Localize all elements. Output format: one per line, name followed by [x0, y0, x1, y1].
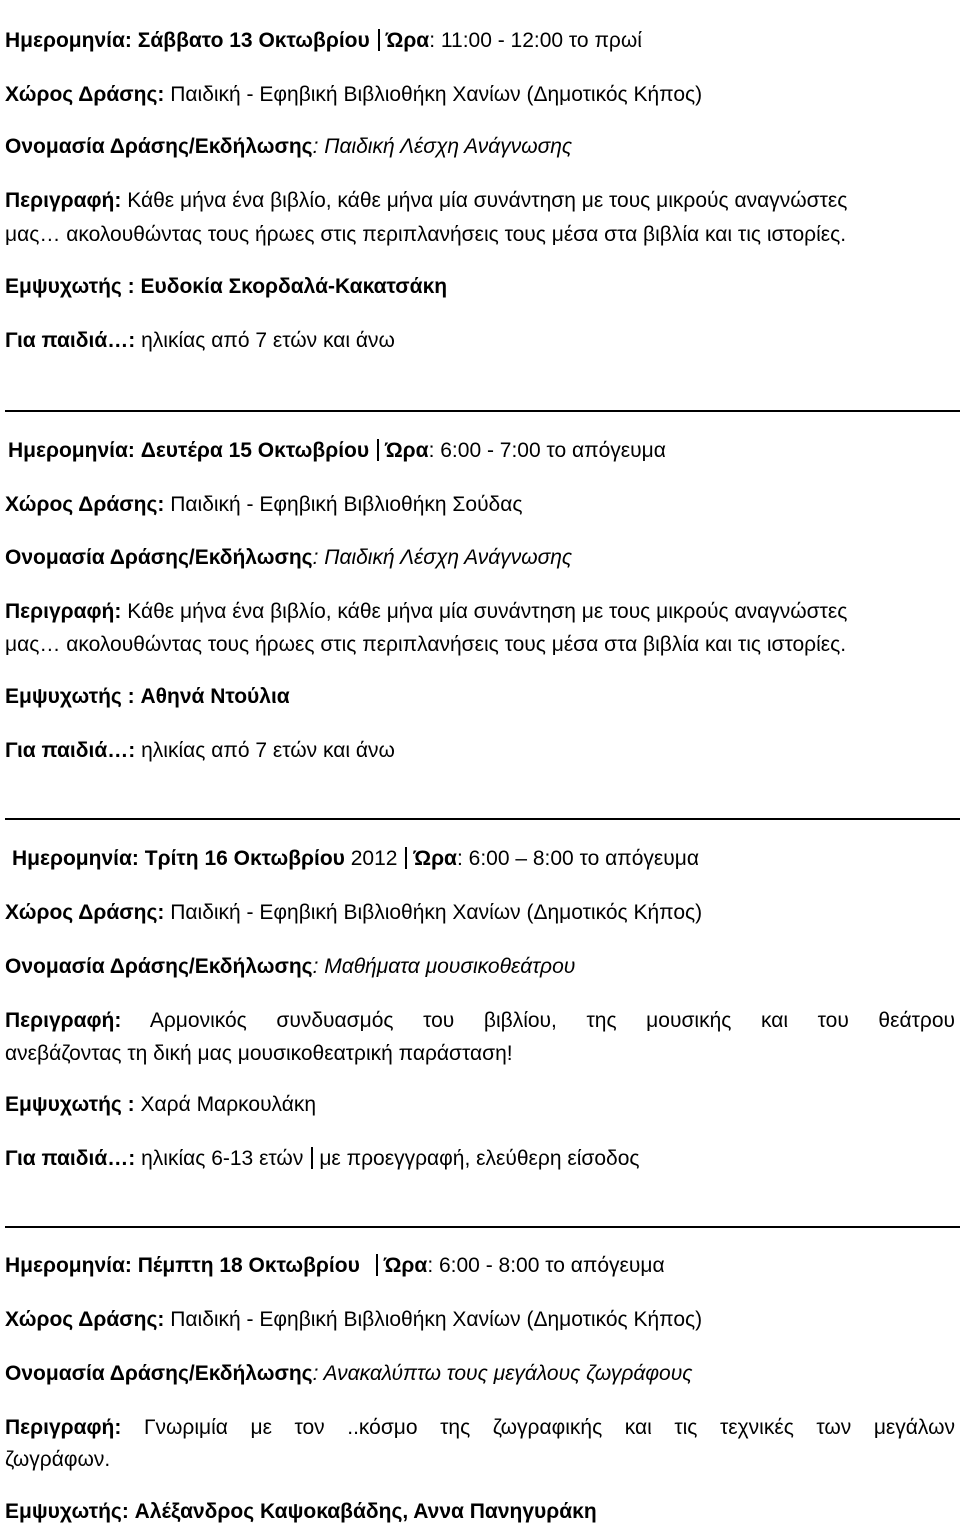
time-label: Ώρα	[413, 847, 457, 870]
event-1-venue-line	[5, 82, 702, 108]
event-name-label: Ονομασία Δράσης/Εκδήλωσης	[5, 546, 313, 569]
event-3-kids-line	[5, 1146, 640, 1172]
event-1-name-line	[5, 134, 572, 160]
event-2-kids-line	[5, 738, 395, 764]
event-kids: ηλικίας από 7 ετών και άνω	[141, 739, 395, 762]
date-label: Ημερομηνία:	[12, 847, 139, 870]
event-description-1: Κάθε μήνα ένα βιβλίο, κάθε μήνα μία συνάντηση με τους μικρούς αναγνώστες	[127, 600, 848, 623]
event-4-venue-line	[5, 1307, 702, 1333]
event-kids: ηλικίας 6-13 ετών	[141, 1147, 304, 1170]
description-label: Περιγραφή:	[5, 1009, 122, 1032]
event-host: Αθηνά Ντούλια	[140, 685, 290, 708]
event-kids-extra: με προεγγραφή, ελεύθερη είσοδος	[319, 1147, 640, 1170]
event-2-name-line	[5, 545, 572, 571]
event-name-label: Ονομασία Δράσης/Εκδήλωσης	[5, 955, 313, 978]
event-host: Χαρά Μαρκουλάκη	[140, 1093, 317, 1116]
event-name-label: Ονομασία Δράσης/Εκδήλωσης	[5, 1362, 313, 1385]
event-venue: Παιδική - Εφηβική Βιβλιοθήκη Σούδας	[170, 493, 523, 516]
event-4-desc-line2	[5, 1447, 110, 1473]
separator	[377, 439, 379, 461]
event-time: : 6:00 – 8:00 το απόγευμα	[456, 847, 699, 870]
event-1-kids-line	[5, 328, 395, 354]
separator	[376, 1254, 378, 1276]
event-2-desc-line1	[5, 599, 847, 625]
event-1-date-line	[5, 28, 642, 54]
date-label: Ημερομηνία:	[8, 439, 135, 462]
host-label: Εμψυχωτής:	[5, 1500, 129, 1523]
event-1-desc-line2	[5, 222, 846, 248]
event-venue: Παιδική - Εφηβική Βιβλιοθήκη Χανίων (Δημοτικός Κήπος)	[170, 83, 703, 106]
description-label: Περιγραφή:	[5, 1416, 122, 1439]
time-label: Ώρα	[385, 439, 429, 462]
event-time: : 6:00 - 8:00 το απόγευμα	[427, 1254, 665, 1277]
event-1-host-line	[5, 274, 447, 300]
date-label: Ημερομηνία:	[5, 1254, 132, 1277]
event-4-name-line	[5, 1361, 692, 1387]
event-venue: Παιδική - Εφηβική Βιβλιοθήκη Χανίων (Δημοτικός Κήπος)	[170, 901, 703, 924]
event-3-host-line	[5, 1092, 316, 1118]
venue-label: Χώρος Δράσης:	[5, 901, 165, 924]
event-1-desc-line1	[5, 188, 847, 214]
event-description-2: ζωγράφων.	[5, 1448, 111, 1471]
venue-label: Χώρος Δράσης:	[5, 493, 165, 516]
event-3-date-line	[12, 846, 699, 872]
divider	[5, 818, 960, 820]
event-kids: ηλικίας από 7 ετών και άνω	[141, 329, 395, 352]
event-description-2: ανεβάζοντας τη δική μας μουσικοθεατρική παράσταση!	[5, 1042, 513, 1065]
host-label: Εμψυχωτής :	[5, 1093, 135, 1116]
event-2-venue-line	[5, 492, 523, 518]
time-label: Ώρα	[383, 1254, 428, 1277]
kids-label: Για παιδιά…:	[5, 329, 136, 352]
event-3-venue-line	[5, 900, 702, 926]
event-host: Αλέξανδρος Καψοκαβάδης, Αννα Πανηγυράκη	[134, 1500, 597, 1523]
event-venue: Παιδική - Εφηβική Βιβλιοθήκη Χανίων (Δημοτικός Κήπος)	[170, 1308, 703, 1331]
event-name: : Παιδική Λέσχη Ανάγνωσης	[312, 546, 573, 569]
separator	[378, 29, 380, 51]
event-description-1: Γνωριμία με τον ..κόσμο της ζωγραφικής και τις τεχνικές των μεγάλων	[143, 1416, 955, 1439]
event-description-1: Κάθε μήνα ένα βιβλίο, κάθε μήνα μία συνάντηση με τους μικρούς αναγνώστες	[127, 189, 848, 212]
event-4-date-line	[5, 1253, 665, 1279]
event-date: Δευτέρα 15 Οκτωβρίου	[140, 439, 370, 462]
event-description-2: μας… ακολουθώντας τους ήρωες στις περιπλανήσεις τους μέσα στα βιβλία και τις ιστορίες.	[5, 633, 847, 656]
kids-label: Για παιδιά…:	[5, 739, 136, 762]
event-4-desc-line1	[5, 1415, 955, 1467]
event-time: : 6:00 - 7:00 το απόγευμα	[428, 439, 666, 462]
event-2-host-line	[5, 684, 290, 710]
event-2-desc-line2	[5, 632, 846, 658]
event-year: 2012	[350, 847, 398, 870]
separator	[405, 847, 407, 869]
venue-label: Χώρος Δράσης:	[5, 1308, 165, 1331]
event-name: : Παιδική Λέσχη Ανάγνωσης	[312, 135, 573, 158]
kids-label: Για παιδιά…:	[5, 1147, 136, 1170]
divider	[5, 1226, 960, 1228]
event-2-date-line	[8, 438, 666, 464]
event-date: Πέμπτη 18 Οκτωβρίου	[137, 1254, 360, 1277]
event-name-label: Ονομασία Δράσης/Εκδήλωσης	[5, 135, 313, 158]
host-label: Εμψυχωτής :	[5, 275, 135, 298]
separator	[311, 1147, 313, 1169]
divider	[5, 410, 960, 412]
event-description-1: Αρμονικός συνδυασμός του βιβλίου, της μουσικής και του θεάτρου	[149, 1009, 955, 1032]
event-description-2: μας… ακολουθώντας τους ήρωες στις περιπλανήσεις τους μέσα στα βιβλία και τις ιστορίες.	[5, 223, 847, 246]
event-name: : Μαθήματα μουσικοθεάτρου	[312, 955, 576, 978]
description-label: Περιγραφή:	[5, 600, 122, 623]
event-3-desc-line2	[5, 1041, 513, 1067]
venue-label: Χώρος Δράσης:	[5, 83, 165, 106]
event-time: : 11:00 - 12:00 το πρωί	[429, 29, 642, 52]
date-label: Ημερομηνία:	[5, 29, 132, 52]
event-3-name-line	[5, 954, 575, 980]
event-name: : Ανακαλύπτω τους μεγάλους ζωγράφους	[312, 1362, 693, 1385]
event-date: Τρίτη 16 Οκτωβρίου	[144, 847, 345, 870]
event-date: Σάββατο 13 Οκτωβρίου	[137, 29, 370, 52]
host-label: Εμψυχωτής :	[5, 685, 135, 708]
event-host: Ευδοκία Σκορδαλά-Κακατσάκη	[140, 275, 448, 298]
description-label: Περιγραφή:	[5, 189, 122, 212]
time-label: Ώρα	[385, 29, 430, 52]
event-4-host-line	[5, 1499, 597, 1525]
